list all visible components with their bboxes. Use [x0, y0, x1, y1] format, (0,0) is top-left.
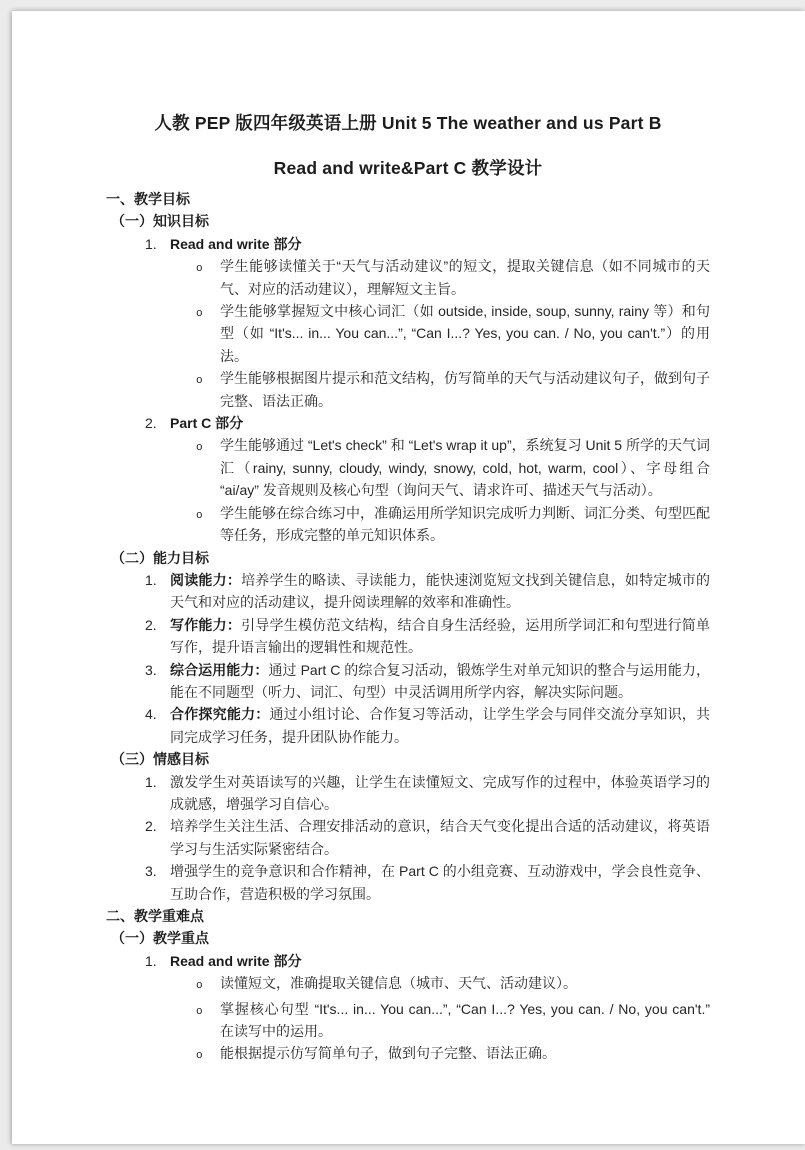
heading-emotion-goals: （三）情感目标 — [111, 751, 209, 768]
bullet-item — [106, 972, 710, 997]
list-item-text: 通过 Part C 的综合复习活动，锻炼学生对单元知识的整合与运用能力，能在不同题型（听力、词汇、句型）中灵活调用所学内容，解决实际问题。 — [170, 661, 710, 700]
list-item-comprehensive-ability — [106, 659, 710, 704]
list-item-label: 综合运用能力： — [170, 661, 269, 678]
list-item-label: Part C 部分 — [170, 415, 244, 432]
document-page — [12, 11, 805, 1144]
list-item-writing-ability — [106, 614, 710, 659]
bullet-item — [106, 998, 710, 1043]
heading-teaching-goals: 一、教学目标 — [106, 191, 190, 207]
heading-knowledge-goals: （一）知识目标 — [111, 213, 209, 230]
bullet-marker: o — [196, 1050, 203, 1063]
list-item-emotion-1 — [106, 771, 710, 816]
list-item-text: 培养学生关注生活、合理安排活动的意识，结合天气变化提出合适的活动建议，将英语学习与生活实际紧密结合。 — [170, 818, 710, 857]
heading-ability-goals: （二）能力目标 — [111, 549, 209, 566]
bullet-marker: o — [196, 442, 203, 455]
list-item-cooperation-ability — [106, 703, 710, 748]
list-number: 3. — [145, 661, 157, 678]
list-item-emotion-2 — [106, 815, 710, 860]
bullet-text: 学生能够掌握短文中核心词汇（如 outside, inside, soup, sunny, rainy 等）和句型（如 “It's... in... You can...”, “Can I...? Yes, you can. / No, you can't.”）的用法。 — [220, 303, 710, 364]
list-item-label: 阅读能力： — [170, 571, 242, 588]
list-item-read-write — [106, 233, 710, 255]
list-item-label: Read and write 部分 — [170, 235, 302, 252]
list-item-text: 通过小组讨论、合作复习等活动，让学生学会与同伴交流分享知识，共同完成学习任务，提升团队协作能力。 — [170, 706, 711, 745]
bullet-item — [106, 434, 710, 501]
doc-title-line2: Read and write&Part C 教学设计 — [273, 158, 543, 178]
list-item-focus-read-write — [106, 950, 710, 972]
bullet-marker: o — [196, 308, 203, 321]
list-item-label: 合作探究能力： — [170, 706, 270, 723]
bullet-text: 掌握核心句型 “It's... in... You can...”, “Can I...? Yes, you can. / No, you can't.” 在读写中的运用。 — [220, 1000, 710, 1040]
bullet-item — [106, 255, 710, 300]
bullet-marker: o — [196, 509, 203, 522]
document-body — [106, 188, 710, 1068]
bullet-text: 读懂短文，准确提取关键信息（城市、天气、活动建议）。 — [220, 975, 577, 992]
list-item-text: 增强学生的竞争意识和合作精神，在 Part C 的小组竞赛、互动游戏中，学会良性竞争、互助合作，营造积极的学习氛围。 — [170, 863, 710, 902]
list-number: 1. — [145, 571, 157, 588]
doc-title-line1: 人教 PEP 版四年级英语上册 Unit 5 The weather and us Part B — [154, 113, 662, 133]
list-number: 1. — [145, 952, 157, 969]
list-number: 2. — [145, 415, 157, 432]
list-item-text: 激发学生对英语读写的兴趣，让学生在读懂短文、完成写作的过程中，体验英语学习的成就感，增强学习自信心。 — [170, 773, 710, 812]
bullet-item — [106, 1042, 710, 1067]
bullet-item — [106, 502, 710, 547]
heading-teaching-focus: （一）教学重点 — [111, 930, 209, 947]
bullet-item — [106, 367, 710, 412]
heading-key-points: 二、教学重难点 — [106, 908, 204, 924]
bullet-marker: o — [196, 980, 203, 993]
list-number: 4. — [145, 706, 157, 723]
list-number: 1. — [145, 773, 157, 790]
bullet-text: 学生能够根据图片提示和范文结构，仿写简单的天气与活动建议句子，做到句子完整、语法正确。 — [220, 370, 710, 409]
bullet-marker: o — [196, 375, 203, 388]
bullet-marker: o — [196, 263, 203, 276]
bullet-text: 学生能够读懂关于“天气与活动建议”的短文，提取关键信息（如不同城市的天气、对应的活动建议），理解短文主旨。 — [220, 258, 710, 297]
list-item-part-c — [106, 412, 710, 434]
list-number: 2. — [145, 616, 157, 633]
bullet-text: 学生能够在综合练习中，准确运用所学知识完成听力判断、词汇分类、句型匹配等任务，形成完整的单元知识体系。 — [220, 504, 710, 544]
list-number: 3. — [145, 863, 157, 880]
bullet-marker: o — [196, 1005, 203, 1018]
list-item-label: Read and write 部分 — [170, 952, 302, 969]
bullet-text: 能根据提示仿写简单句子，做到句子完整、语法正确。 — [220, 1045, 556, 1062]
list-item-text: 引导学生模仿范文结构，结合自身生活经验，运用所学词汇和句型进行简单写作，提升语言输出的逻辑性和规范性。 — [170, 616, 711, 656]
list-number: 1. — [145, 235, 157, 252]
list-item-emotion-3 — [106, 860, 710, 905]
bullet-item — [106, 300, 710, 367]
list-item-label: 写作能力： — [170, 616, 242, 633]
list-item-reading-ability — [106, 569, 710, 614]
list-item-text: 培养学生的略读、寻读能力，能快速浏览短文找到关键信息，如特定城市的天气和对应的活动建议，提升阅读理解的效率和准确性。 — [170, 571, 711, 611]
document-content — [12, 11, 805, 1068]
list-number: 2. — [145, 818, 157, 835]
bullet-text: 学生能够通过 “Let's check” 和 “Let's wrap it up”，系统复习 Unit 5 所学的天气词汇（rainy, sunny, cloudy, windy, snowy, cold, hot, warm, cool）、字母组合 “ai/ay” 发音规则及核心句型（询问天气、请求许可、描述天气与活动）。 — [220, 437, 710, 499]
